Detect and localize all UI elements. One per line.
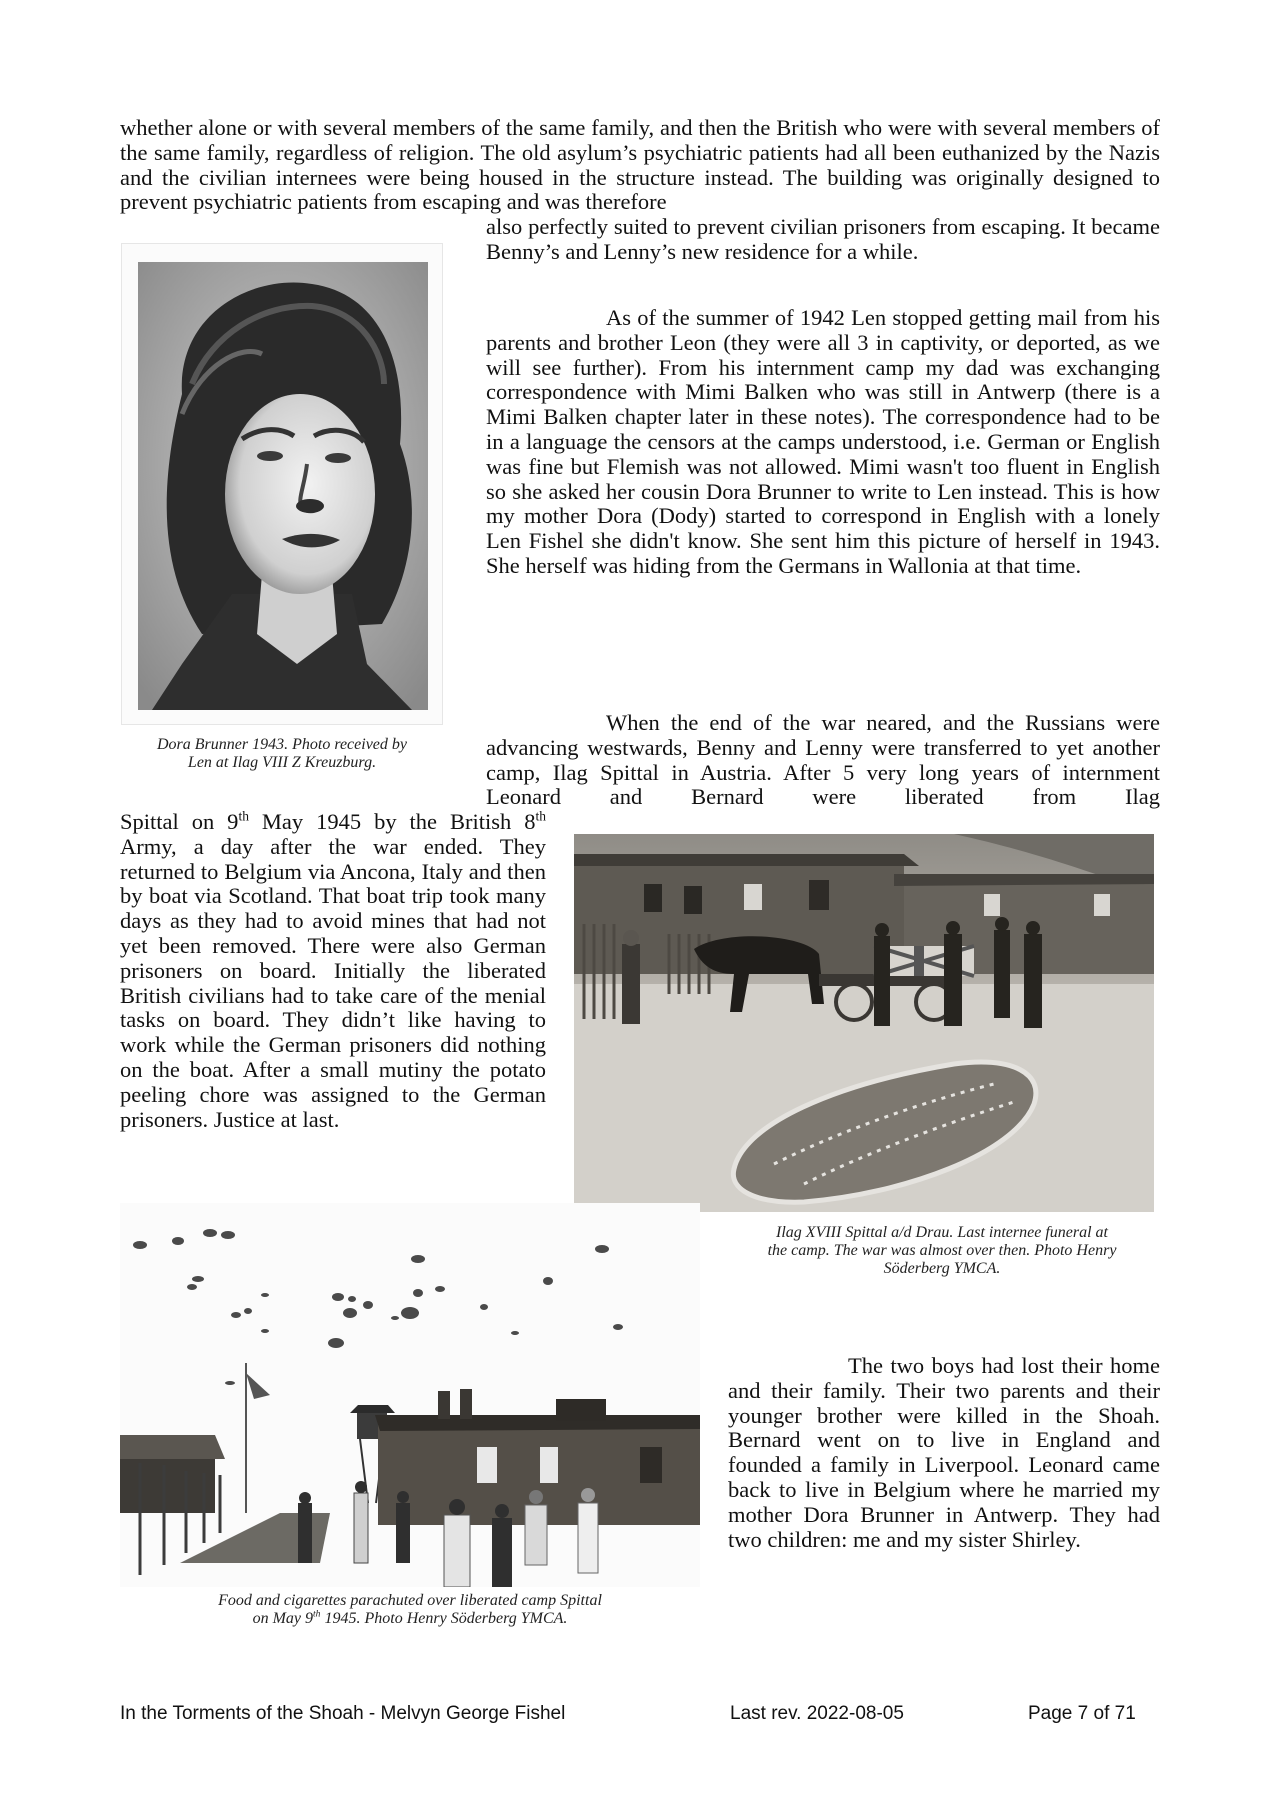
funeral-photo	[574, 834, 1154, 1212]
superscript: th	[535, 808, 546, 824]
funeral-caption-line: Ilag XVIII Spittal a/d Drau. Last internee funeral at	[776, 1224, 1108, 1241]
war-end-paragraph-left	[120, 810, 546, 1132]
portrait-caption-line: Dora Brunner 1943. Photo received by	[156, 736, 407, 753]
text-span: 1945. Photo Henry Söderberg YMCA.	[320, 1610, 568, 1627]
footer-revision: Last rev. 2022-08-05	[730, 1703, 904, 1724]
mail-paragraph	[486, 306, 1160, 579]
war-end-paragraph-text: When the end of the war neared, and the Russians were advancing westwards, Benny and Lenny were transferred to yet another camp, Ilag Spittal in Austria. After 5 very long years of internment Leonard and Bernard were liberated from Ilag	[486, 710, 1160, 810]
parachutes-caption-line	[130, 1610, 690, 1628]
top-paragraph-text: whether alone or with several members of the same family, and then the British who were with several members of the same family, regardless of religion. The old asylum’s psychiatric patients had all been euthanized by the Nazis and the civilian internees were being housed in the structure instead. The building was originally designed to prevent psychiatric patients from escaping and was therefore	[120, 115, 1160, 215]
text-span: on May 9	[252, 1610, 314, 1627]
parachutes-photo	[120, 1203, 700, 1587]
text-span: Army, a day after the war ended. They returned to Belgium via Ancona, Italy and then by boat via Scotland. That boat trip took many days as they had to avoid mines that had not yet been removed. There were also German prisoners on board. Initially the liberated British civilians had to take care of the menial tasks on board. They didn’t like having to work while the German prisoners did nothing on the boat. After a small mutiny the potato peeling chore was assigned to the German prisoners. Justice at last.	[120, 833, 546, 1132]
footer-title: In the Torments of the Shoah - Melvyn George Fishel	[120, 1703, 566, 1724]
portrait-caption	[112, 736, 452, 772]
footer-page-number: Page 7 of 71	[1028, 1703, 1136, 1724]
parachutes-caption-line: Food and cigarettes parachuted over liberated camp Spittal	[218, 1592, 602, 1609]
portrait-photo	[122, 244, 442, 724]
war-end-paragraph-continuation	[120, 810, 546, 1132]
funeral-caption-line: the camp. The war was almost over then. Photo Henry	[767, 1242, 1117, 1259]
parachutes-caption	[130, 1592, 690, 1628]
superscript: th	[313, 1608, 321, 1620]
superscript: th	[238, 808, 249, 824]
mail-paragraph-text: As of the summer of 1942 Len stopped getting mail from his parents and brother Leon (they were all 3 in captivity, or deported, as we will see further). From his internment camp my dad was exchanging correspondence with Mimi Balken who was still in Antwerp (there is a Mimi Balken chapter later in these notes). The correspondence had to be in a language the censors at the camps understood, i.e. German or English was fine but Flemish was not allowed. Mimi wasn't too fluent in English so she asked her cousin Dora Brunner to write to Len instead. This is how my mother Dora (Dody) started to correspond in English with a lonely Len Fishel she didn't know. She sent him this picture of herself in 1943. She herself was hiding from the Germans in Wallonia at that time.	[486, 305, 1160, 578]
boys-paragraph	[728, 1354, 1160, 1552]
boys-paragraph-text: The two boys had lost their home and their family. Their two parents and their younger brother were killed in the Shoah. Bernard went on to live in England and founded a family in Liverpool. Leonard came back to live in Belgium where he married my mother Dora Brunner in Antwerp. They had two children: me and my sister Shirley.	[728, 1353, 1160, 1552]
parachutes-image-icon	[120, 1203, 700, 1587]
top-paragraph-continuation-text: also perfectly suited to prevent civilian prisoners from escaping. It became Benny’s and Lenny’s new residence for a while.	[486, 214, 1160, 264]
top-paragraph	[120, 116, 1160, 215]
top-paragraph-continuation	[486, 215, 1160, 265]
war-end-paragraph-right	[486, 711, 1160, 810]
text-span: Spittal on 9	[120, 809, 239, 834]
funeral-caption-line: Söderberg YMCA.	[883, 1260, 1001, 1277]
portrait-image-icon	[122, 244, 442, 724]
text-span: May 1945 by the British 8	[248, 809, 536, 834]
portrait-caption-line: Len at Ilag VIII Z Kreuzburg.	[187, 754, 377, 771]
funeral-image-icon	[574, 834, 1154, 1212]
funeral-caption	[722, 1224, 1162, 1278]
